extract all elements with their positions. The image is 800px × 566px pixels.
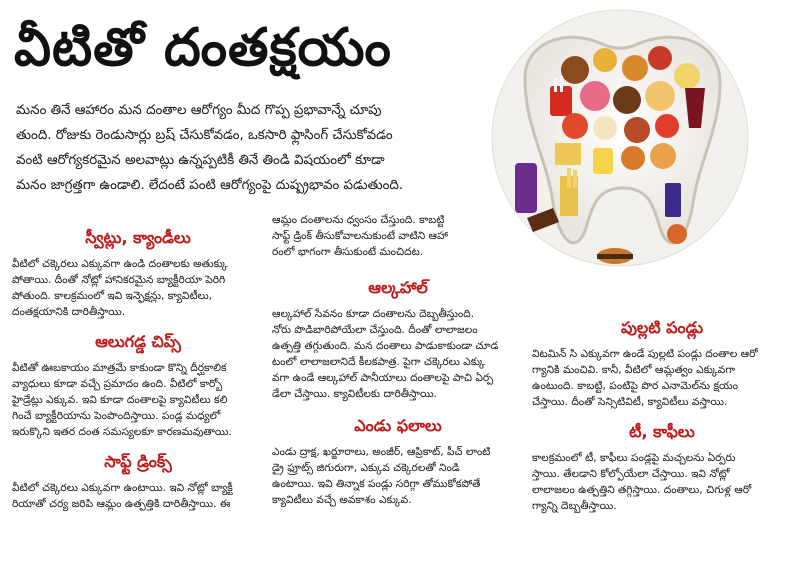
text-line: గించే బ్యాక్టీరియాను పెంపొందిస్తాయి. పండ్ల మధ్యలో [12,410,221,422]
softdrinks-continuation [272,212,524,260]
text-line: రియాతో చర్య జరిపి ఆమ్లం ఉత్పత్తికి దారితీస్తాయి. ఈ [12,498,231,510]
text-line: ఆల్కహాల్ సేవనం కూడా దంతాలను దెబ్బతీస్తుంది. [272,308,475,320]
text-line: ఎండు ద్రాక్ష, ఖర్జూరాలు, అంజీర్, ఆప్రికాట్, పీచ్ లాంటి [272,446,491,458]
text-line: ఇరుక్కొని ఇతర దంత సమస్యలకూ కారణమవుతాయి. [12,426,232,438]
text-line: రంలో భాగంగా తీసుకుంటే మంచిదట. [272,246,424,258]
text-line: కాలక్రమంలో టీ, కాఫీలు పండ్లపై మచ్చలను ఏర్పరు [532,452,736,464]
section-title: పుల్లటి పండ్లు [620,318,704,337]
section-body [532,450,792,514]
section-title: ఆలుగడ్డ చిప్స్ [95,332,181,351]
section-title: సాఫ్ట్ డ్రింక్స్ [104,452,172,471]
intro-line: మనం జాగ్రత్తగా ఉండాలి. లేదంటే పంటి ఆరోగ్యంపై దుష్ప్రభావం పడుతుంది. [16,178,404,193]
text-line: పోతాయి. దీంతో నోట్లో హానికరమైన బ్యాక్టీరియా పెరిగి [12,274,226,286]
column-3 [532,318,792,514]
section-chips [12,332,264,440]
section-title: ఎండు ఫలాలు [354,416,442,435]
text-line: వీటిలో చక్కెరలు ఎక్కువగా ఉంటాయి. ఇవి నోట్లో బ్యాక్టీ [12,482,233,494]
text-line: టంలో లాలాజలానిదే కీలకపాత్ర. పైగా చక్కెరలు ఎక్కు [272,356,485,368]
text-line: డేలా చేస్తాయి. క్యావిటీలకు దారితీస్తాయి. [272,388,437,400]
section-softdrinks [12,452,264,512]
text-line: దంతక్షయానికి దారితీస్తాయి. [12,306,126,318]
text-line: హైడ్రేట్లు ఎక్కువ. ఇవి కూడా దంతాలపై క్యావిటీలు కలి [12,394,228,406]
text-line: ఆమ్లం దంతాలను ధ్వంసం చేస్తుంది. కాబట్టి [272,214,445,226]
section-body [532,346,792,410]
intro-paragraph [16,98,456,198]
section-body [12,256,264,320]
text-line: నోరు పొడిబారిపోయేలా చేస్తుంది. దీంతో లాలాజలం [272,324,478,336]
text-line: ఉత్పత్తి తగ్గుతుంది. మన దంతాలు పాడుకాకుండా చూడ [272,340,499,352]
section-body [12,360,264,440]
text-line: వీటితో ఊబకాయం మాత్రమే కాకుండా కొన్ని దీర్ఘకాలిక [12,362,227,374]
section-dryfruits [272,416,524,508]
text-line: పోతుంది. కాలక్రమంలో ఇవి ఇన్ఫెక్షన్లు, క్యావిటీలు, [12,290,213,302]
text-line: వ్యాధులు కూడా వచ్చే ప్రమాదం ఉంది. వీటిలో కార్బో [12,378,223,390]
text-line: విటమిన్ సి ఎక్కువగా ఉండే పుల్లటి పండ్లు దంతాల ఆరో [532,348,758,360]
section-citrus [532,318,792,410]
section-title: టీ, కాఫీలు [629,422,695,441]
section-body [272,444,524,508]
text-line: సాఫ్ట్ డ్రింక్ తీసుకోవాలనుకుంటే వాటిని ఆహా [272,230,448,242]
section-title: ఆల్కహాల్ [368,278,428,297]
text-line: చేస్తాయి. దీంతో సెన్సిటివిటీ, క్యావిటీలు వస్తాయి. [532,396,728,408]
section-body [12,480,264,512]
text-line: గ్యానికి మంచివి. కానీ, వీటిలో ఆమ్లత్వం ఎక్కువగా [532,364,736,376]
text-line: ఉంటుంది. కాబట్టి, పంటిపై పొర ఎనామెల్‌ను క్షయం [532,380,738,392]
section-alcohol [272,278,524,402]
text-line: క్యావిటీలు వచ్చే అవకాశం ఎక్కువ. [272,494,412,506]
text-line: వగా ఉండే ఆల్కహాల్ పానీయాలు దంతాలపై పాచి ఏర్ప [272,372,494,384]
intro-line: వంటి ఆరోగ్యకరమైన అలవాట్లు ఉన్నప్పటికీ తినే తిండి విషయంలో కూడా [16,153,385,168]
text-line: లాలాజలం ఉత్పత్తిని తగ్గిస్తాయి. దంతాలు, చిగుళ్ల ఆరో [532,484,752,496]
text-line: గ్యాన్ని దెబ్బతీస్తాయి. [532,500,617,512]
text-line: డ్రై ఫ్రూట్స్ జిగురుగా, ఎక్కువ చక్కెరలతో నిండి [272,462,460,474]
section-title: స్వీట్లు, క్యాండీలు [85,228,191,247]
text-line: స్తాయి. తేలడాని కోల్పోయేలా చేస్తాయి. ఇవి నోట్లో [532,468,730,480]
intro-line: తుంది. రోజుకు రెండుసార్లు బ్రష్ చేసుకోవడం, ఒకసారి ఫ్లాసింగ్ చేసుకోవడం [16,128,393,143]
section-tea [532,422,792,514]
section-sweets [12,228,264,320]
column-2 [272,212,524,508]
page-title: వీటితో దంతక్షయం [14,18,392,78]
column-1 [12,228,264,512]
text-line: ఉంటాయి. ఇవి తిన్నాక పండ్లు సరిగ్గా తోముకోకపోతే [272,478,481,490]
section-body [272,306,524,402]
text-line: వీటిలో చక్కెరలు ఎక్కువగా ఉండి దంతాలకు అతుక్కు [12,258,228,270]
intro-line: మనం తినే ఆహారం మన దంతాల ఆరోగ్యం మీద గొప్ప ప్రభావాన్నే చూపు [16,103,382,118]
